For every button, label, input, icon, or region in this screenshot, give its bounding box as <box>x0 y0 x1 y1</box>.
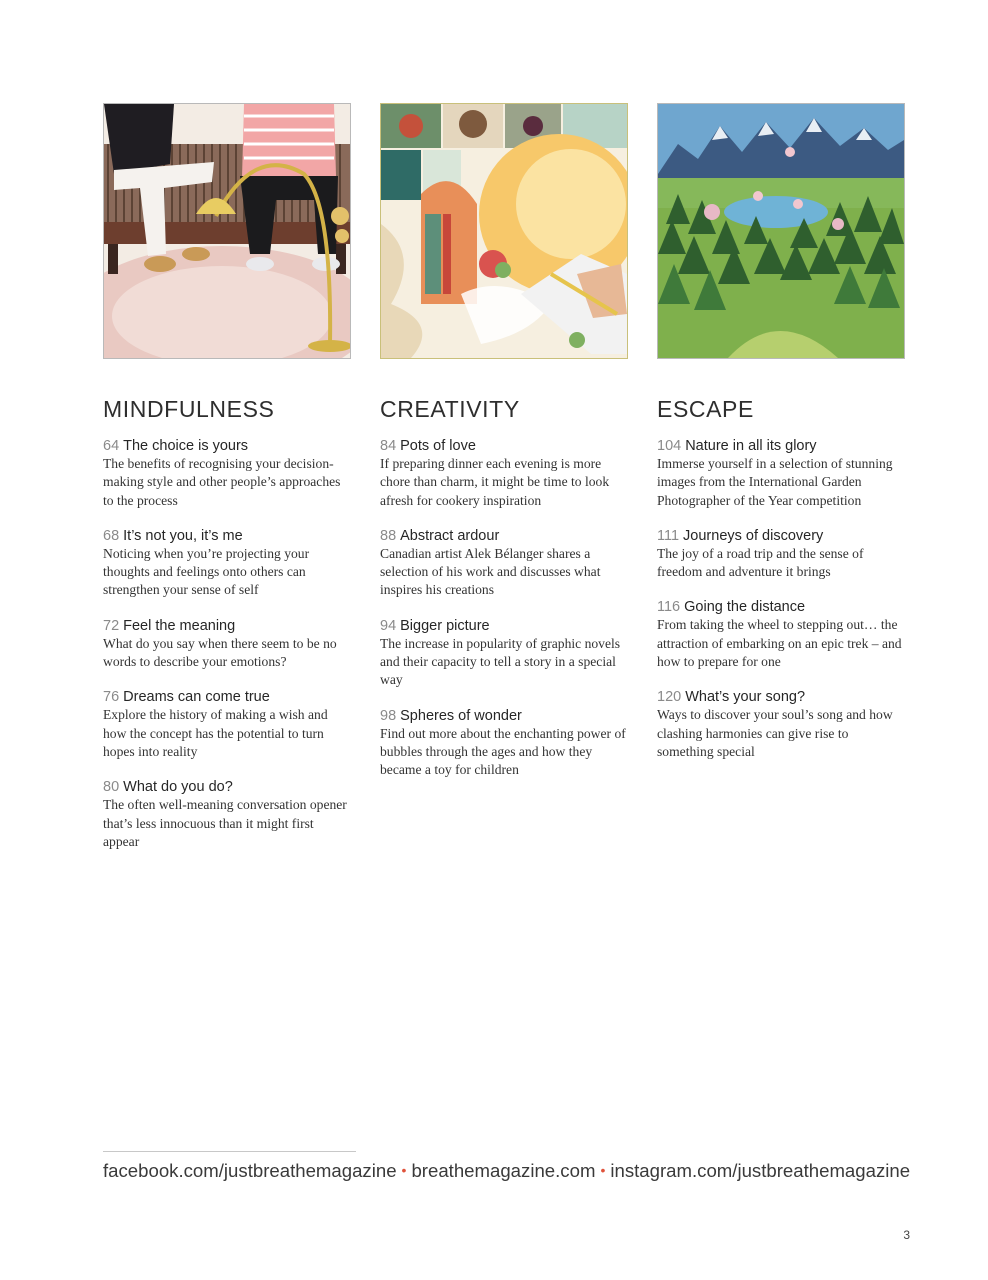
entry-description: The joy of a road trip and the sense of freedom and adventure it brings <box>657 545 864 580</box>
entry-page-number: 84 <box>380 438 397 454</box>
entry-description: Noticing when you’re projecting your thoughts and feelings onto others can strengthen your sense of self <box>103 545 310 598</box>
entry-description: From taking the wheel to stepping out… the attraction of embarking on an epic trek – and how to prepare for one <box>657 617 902 670</box>
entry-title: Going the distance <box>684 599 806 616</box>
entry-title: Dreams can come true <box>123 689 270 706</box>
website-link[interactable]: breathemagazine.com <box>411 1160 596 1181</box>
toc-entry[interactable] <box>103 527 353 600</box>
section-creativity <box>380 103 630 797</box>
entry-page-number: 80 <box>103 779 120 796</box>
section-escape <box>657 103 907 778</box>
entry-description: What do you say when there seem to be no words to describe your emotions? <box>103 635 337 670</box>
toc-entry[interactable] <box>103 437 353 510</box>
entry-description: Find out more about the enchanting power of bubbles through the ages and how they became a toy for children <box>380 725 626 778</box>
footer-social-links <box>103 1160 933 1182</box>
mindfulness-illustration <box>103 103 351 359</box>
entry-title: Journeys of discovery <box>683 527 824 544</box>
entry-title: Abstract ardour <box>400 527 500 544</box>
entry-page-number: 116 <box>657 599 681 616</box>
toc-entry[interactable] <box>103 617 353 672</box>
toc-entry[interactable] <box>380 437 630 510</box>
entry-page-number: 72 <box>103 617 120 634</box>
entry-description: Ways to discover your soul’s song and how clashing harmonies can give rise to something special <box>657 707 893 759</box>
entry-title: What do you do? <box>123 779 233 796</box>
entry-page-number: 68 <box>103 527 120 544</box>
toc-entry[interactable] <box>380 707 630 780</box>
entry-page-number: 98 <box>380 707 397 724</box>
entry-title: Nature in all its glory <box>685 438 817 454</box>
entry-title: It’s not you, it’s me <box>123 527 243 544</box>
entry-page-number: 88 <box>380 527 397 544</box>
toc-entry[interactable] <box>103 688 353 761</box>
entry-description: The benefits of recognising your decision-making style and other people’s approaches to the process <box>103 456 341 508</box>
creativity-entries <box>380 437 630 780</box>
creativity-illustration <box>380 103 628 359</box>
mindfulness-entries <box>103 437 353 851</box>
toc-entry[interactable] <box>103 778 353 851</box>
section-title-escape: ESCAPE <box>657 396 754 422</box>
entry-title: Feel the meaning <box>123 617 236 634</box>
entry-page-number: 104 <box>657 438 682 454</box>
entry-page-number: 76 <box>103 689 120 706</box>
entry-description: If preparing dinner each evening is more chore than charm, it might be time to look afresh for cookery inspiration <box>380 456 610 508</box>
entry-page-number: 111 <box>657 527 680 544</box>
entry-page-number: 120 <box>657 689 682 706</box>
entry-title: Spheres of wonder <box>400 707 522 724</box>
entry-title: What’s your song? <box>685 689 806 706</box>
entry-title: Bigger picture <box>400 617 490 634</box>
escape-entries <box>657 437 907 761</box>
entry-title: The choice is yours <box>123 438 249 454</box>
entry-description: The often well-meaning conversation opener that’s less innocuous than it might first appear <box>103 797 347 849</box>
entry-description: Canadian artist Alek Bélanger shares a selection of his work and discusses what inspires his creations <box>380 545 601 598</box>
section-mindfulness <box>103 103 353 868</box>
entry-page-number: 94 <box>380 617 397 634</box>
toc-entry[interactable] <box>380 617 630 690</box>
entry-page-number: 64 <box>103 438 120 454</box>
facebook-link[interactable]: facebook.com/justbreathemagazine <box>103 1160 397 1181</box>
page-number: 3 <box>903 1228 910 1242</box>
escape-illustration <box>657 103 905 359</box>
bullet-separator: • <box>600 1162 606 1178</box>
toc-entry[interactable] <box>657 688 907 761</box>
toc-entry[interactable] <box>657 437 907 510</box>
section-title-creativity: CREATIVITY <box>380 396 520 422</box>
toc-entry[interactable] <box>380 527 630 600</box>
footer-divider <box>103 1151 356 1152</box>
section-title-mindfulness: MINDFULNESS <box>103 396 275 422</box>
toc-entry[interactable] <box>657 598 907 671</box>
bullet-separator: • <box>401 1162 407 1178</box>
instagram-link[interactable]: instagram.com/justbreathemagazine <box>610 1160 911 1181</box>
entry-description: Explore the history of making a wish and how the concept has the potential to turn hopes into reality <box>103 707 328 759</box>
entry-description: Immerse yourself in a selection of stunning images from the International Garden Photographer of the Year competition <box>657 456 893 508</box>
entry-description: The increase in popularity of graphic novels and their capacity to tell a story in a special way <box>380 635 621 688</box>
toc-entry[interactable] <box>657 527 907 582</box>
entry-title: Pots of love <box>400 438 476 454</box>
